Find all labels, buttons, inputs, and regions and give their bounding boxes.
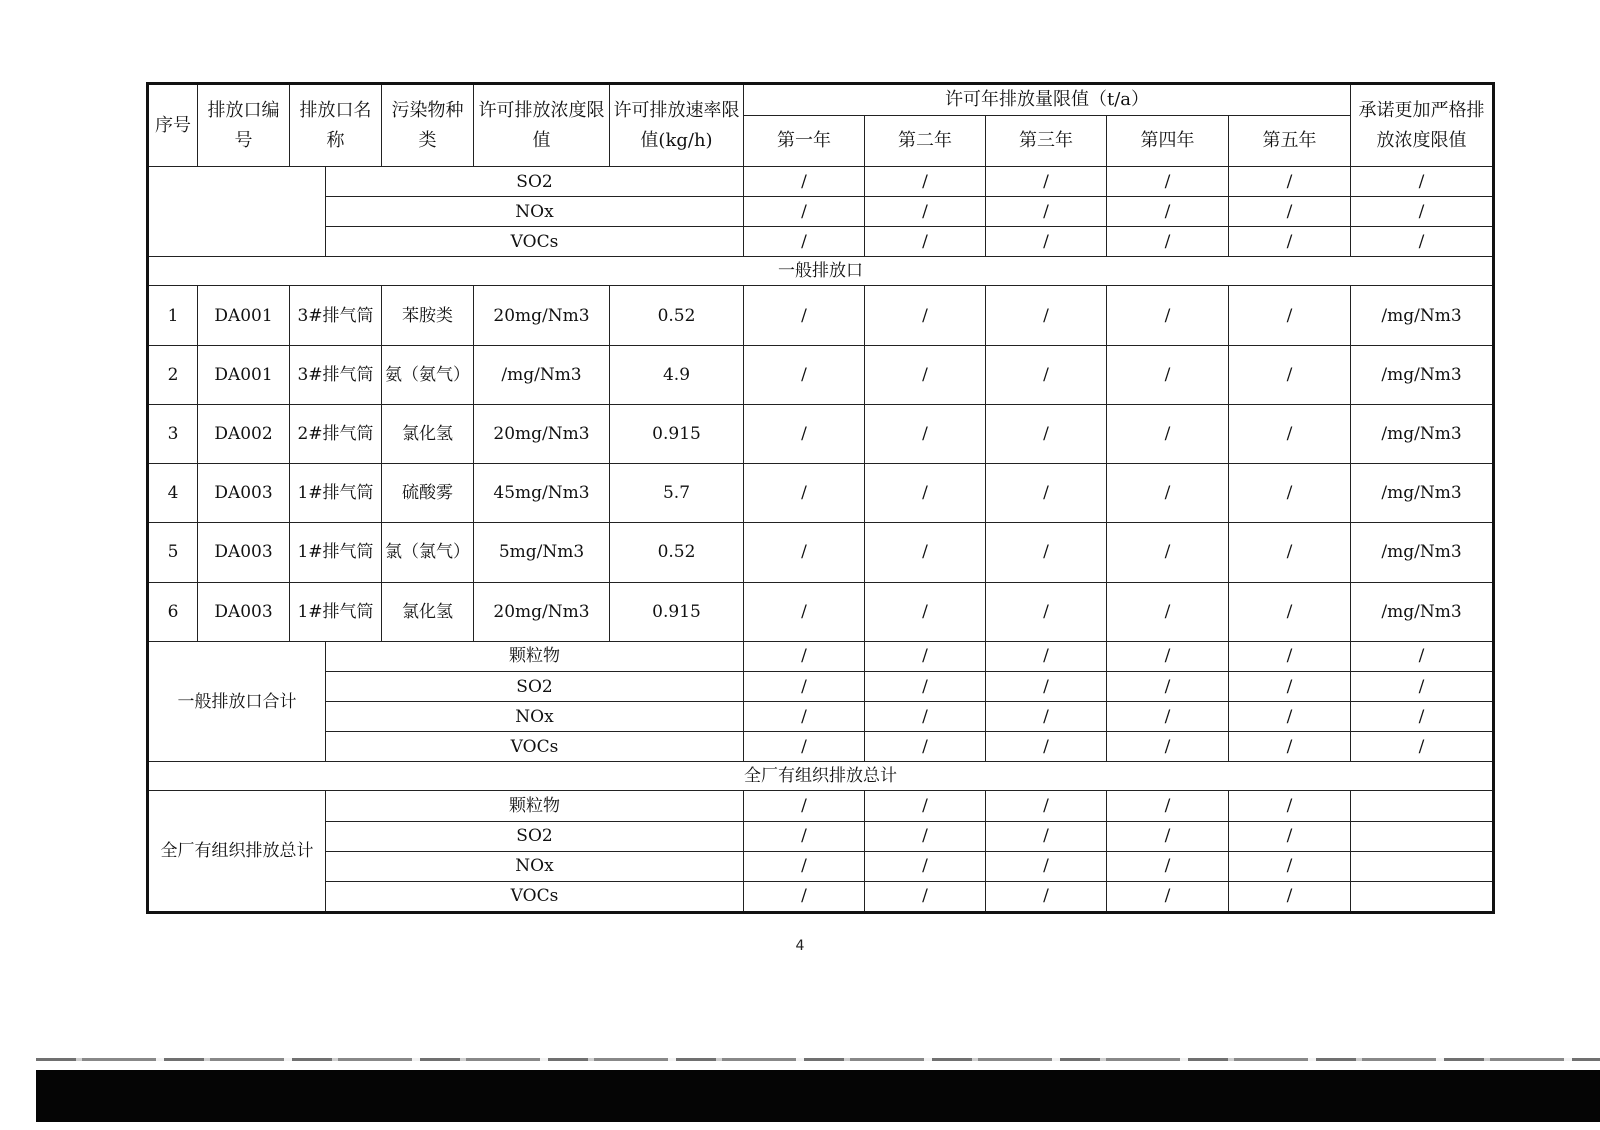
- header-year-2: 第二年: [865, 116, 986, 167]
- table-row: [148, 197, 1494, 227]
- cell: /: [865, 702, 986, 732]
- table-row: [148, 345, 1494, 404]
- cell: /: [1229, 671, 1351, 701]
- cell: /: [1107, 227, 1229, 257]
- cell-stricter: /mg/Nm3: [1351, 523, 1494, 582]
- table-row: [148, 464, 1494, 523]
- cell: /: [744, 167, 865, 197]
- cell-conc: 45mg/Nm3: [474, 464, 610, 523]
- cell-stricter: /mg/Nm3: [1351, 464, 1494, 523]
- cell: /: [744, 671, 865, 701]
- scan-artifact-line: [36, 1058, 1600, 1061]
- cell: /: [1351, 732, 1494, 762]
- cell: /: [865, 582, 986, 641]
- cell-name: 1#排气筒: [290, 523, 382, 582]
- table-row: [148, 821, 1494, 851]
- cell-rate: 0.52: [610, 286, 744, 345]
- section-row: [148, 762, 1494, 791]
- cell: /: [1107, 286, 1229, 345]
- cell: /: [865, 881, 986, 912]
- cell: /: [1107, 404, 1229, 463]
- cell: /: [744, 821, 865, 851]
- cell: /: [1107, 821, 1229, 851]
- cell: /: [1229, 167, 1351, 197]
- cell-name: 2#排气筒: [290, 404, 382, 463]
- cell-stricter: /mg/Nm3: [1351, 286, 1494, 345]
- header-outlet-name: 排放口名称: [290, 84, 382, 167]
- header-year-3: 第三年: [986, 116, 1107, 167]
- cell-stricter: /mg/Nm3: [1351, 404, 1494, 463]
- summary-pollutant: VOCs: [326, 881, 744, 912]
- cell-code: DA001: [198, 345, 290, 404]
- cell: /: [744, 791, 865, 821]
- cell: /: [1351, 167, 1494, 197]
- table-row: [148, 227, 1494, 257]
- summary-pollutant: SO2: [326, 671, 744, 701]
- cell-pollutant: 氨（氨气）: [382, 345, 474, 404]
- header-row-1: [148, 84, 1494, 116]
- cell: /: [865, 791, 986, 821]
- summary-pollutant: 颗粒物: [326, 791, 744, 821]
- cell-pollutant: 苯胺类: [382, 286, 474, 345]
- table-row: [148, 582, 1494, 641]
- cell: /: [1107, 464, 1229, 523]
- cell: /: [986, 821, 1107, 851]
- summary-pollutant: 颗粒物: [326, 641, 744, 671]
- cell-pollutant: 氯化氢: [382, 582, 474, 641]
- cell: /: [1107, 345, 1229, 404]
- cell-rate: 0.915: [610, 404, 744, 463]
- cell-rate: 4.9: [610, 345, 744, 404]
- cell-name: 1#排气筒: [290, 464, 382, 523]
- header-pollutant: 污染物种类: [382, 84, 474, 167]
- cell-code: DA003: [198, 464, 290, 523]
- cell: /: [744, 345, 865, 404]
- cell: /: [1107, 197, 1229, 227]
- table-row: [148, 167, 1494, 197]
- cell: /: [1229, 464, 1351, 523]
- scan-artifact-band: [36, 1070, 1600, 1122]
- cell: /: [1351, 702, 1494, 732]
- cell-code: DA003: [198, 582, 290, 641]
- header-year-4: 第四年: [1107, 116, 1229, 167]
- cell: /: [1107, 791, 1229, 821]
- cell: /: [744, 732, 865, 762]
- cell: /: [744, 702, 865, 732]
- cell: /: [865, 641, 986, 671]
- cell-seq: 2: [148, 345, 198, 404]
- cell: [1351, 821, 1494, 851]
- summary-pollutant: SO2: [326, 167, 744, 197]
- summary-pollutant: NOx: [326, 702, 744, 732]
- summary-pollutant: VOCs: [326, 227, 744, 257]
- table-row: [148, 791, 1494, 821]
- table-row: [148, 732, 1494, 762]
- cell: /: [1107, 671, 1229, 701]
- cell: /: [865, 197, 986, 227]
- cell-code: DA002: [198, 404, 290, 463]
- cell-rate: 0.52: [610, 523, 744, 582]
- cell: [1351, 791, 1494, 821]
- cell: /: [1107, 523, 1229, 582]
- cell: /: [744, 641, 865, 671]
- cell-name: 3#排气筒: [290, 345, 382, 404]
- cell: /: [986, 641, 1107, 671]
- cell: /: [865, 464, 986, 523]
- cell: /: [1107, 732, 1229, 762]
- cell: /: [744, 197, 865, 227]
- cell: /: [744, 851, 865, 881]
- cell: /: [986, 286, 1107, 345]
- emission-permit-table: [146, 82, 1495, 914]
- cell: /: [1229, 227, 1351, 257]
- cell: /: [1229, 197, 1351, 227]
- header-annual-limit: 许可年排放量限值（t/a）: [744, 84, 1351, 116]
- cell: /: [1229, 732, 1351, 762]
- cell-code: DA003: [198, 523, 290, 582]
- table-row: [148, 286, 1494, 345]
- header-seq: 序号: [148, 84, 198, 167]
- cell-stricter: /mg/Nm3: [1351, 345, 1494, 404]
- cell: /: [1351, 227, 1494, 257]
- summary-pollutant: NOx: [326, 851, 744, 881]
- header-stricter-limit: 承诺更加严格排放浓度限值: [1351, 84, 1494, 167]
- cell-rate: 0.915: [610, 582, 744, 641]
- cell: /: [986, 197, 1107, 227]
- general-total-label: 一般排放口合计: [148, 641, 326, 761]
- cell: [1351, 851, 1494, 881]
- table-row: [148, 641, 1494, 671]
- cell: /: [986, 523, 1107, 582]
- section-row: [148, 257, 1494, 286]
- cell: /: [1229, 345, 1351, 404]
- cell: /: [986, 345, 1107, 404]
- cell-seq: 3: [148, 404, 198, 463]
- cell: /: [744, 523, 865, 582]
- permit-document: [146, 82, 1492, 914]
- table-row: [148, 404, 1494, 463]
- cell: /: [1107, 881, 1229, 912]
- cell-name: 1#排气筒: [290, 582, 382, 641]
- cell: /: [1107, 582, 1229, 641]
- cell-conc: 20mg/Nm3: [474, 286, 610, 345]
- summary-pollutant: SO2: [326, 821, 744, 851]
- cell: /: [865, 227, 986, 257]
- cell: /: [1229, 523, 1351, 582]
- header-rate-limit: 许可排放速率限值(kg/h): [610, 84, 744, 167]
- table-row: [148, 851, 1494, 881]
- cell-seq: 1: [148, 286, 198, 345]
- cell-seq: 5: [148, 523, 198, 582]
- header-year-1: 第一年: [744, 116, 865, 167]
- cell: /: [986, 464, 1107, 523]
- cell: /: [744, 286, 865, 345]
- cell: /: [865, 345, 986, 404]
- cell-conc: 5mg/Nm3: [474, 523, 610, 582]
- cell: /: [1107, 702, 1229, 732]
- cell: /: [1229, 851, 1351, 881]
- cell: /: [865, 671, 986, 701]
- cell: /: [986, 851, 1107, 881]
- cell: /: [744, 881, 865, 912]
- cell: /: [744, 582, 865, 641]
- section-title-plant: 全厂有组织排放总计: [148, 762, 1494, 791]
- cell: /: [1229, 821, 1351, 851]
- cell-seq: 4: [148, 464, 198, 523]
- header-conc-limit: 许可排放浓度限值: [474, 84, 610, 167]
- cell: /: [986, 404, 1107, 463]
- cell: /: [1351, 671, 1494, 701]
- cell-conc: 20mg/Nm3: [474, 404, 610, 463]
- cell: /: [986, 227, 1107, 257]
- cell: /: [1107, 851, 1229, 881]
- cell: /: [865, 732, 986, 762]
- table-row: [148, 671, 1494, 701]
- plant-total-label: 全厂有组织排放总计: [148, 791, 326, 913]
- cell: /: [865, 851, 986, 881]
- cell: /: [1229, 702, 1351, 732]
- cell: /: [1229, 582, 1351, 641]
- cell-seq: 6: [148, 582, 198, 641]
- summary-label-empty: [148, 167, 326, 257]
- summary-pollutant: NOx: [326, 197, 744, 227]
- cell: /: [744, 227, 865, 257]
- section-title-general: 一般排放口: [148, 257, 1494, 286]
- cell: /: [1351, 641, 1494, 671]
- summary-pollutant: VOCs: [326, 732, 744, 762]
- cell: /: [986, 671, 1107, 701]
- header-year-5: 第五年: [1229, 116, 1351, 167]
- cell-code: DA001: [198, 286, 290, 345]
- table-row: [148, 702, 1494, 732]
- cell-name: 3#排气筒: [290, 286, 382, 345]
- cell-pollutant: 硫酸雾: [382, 464, 474, 523]
- cell-rate: 5.7: [610, 464, 744, 523]
- cell: /: [865, 523, 986, 582]
- cell-pollutant: 氯（氯气）: [382, 523, 474, 582]
- cell: /: [865, 167, 986, 197]
- page-number: 4: [795, 938, 805, 954]
- cell: /: [1229, 791, 1351, 821]
- cell-conc: /mg/Nm3: [474, 345, 610, 404]
- cell: /: [744, 404, 865, 463]
- cell: /: [986, 881, 1107, 912]
- cell: /: [1229, 404, 1351, 463]
- cell-conc: 20mg/Nm3: [474, 582, 610, 641]
- cell: /: [865, 821, 986, 851]
- header-outlet-code: 排放口编号: [198, 84, 290, 167]
- cell: /: [1229, 286, 1351, 345]
- cell: /: [744, 464, 865, 523]
- table-row: [148, 523, 1494, 582]
- cell: [1351, 881, 1494, 912]
- cell: /: [1229, 881, 1351, 912]
- cell: /: [986, 791, 1107, 821]
- cell: /: [865, 286, 986, 345]
- cell: /: [986, 582, 1107, 641]
- cell-stricter: /mg/Nm3: [1351, 582, 1494, 641]
- cell: /: [1107, 641, 1229, 671]
- cell: /: [986, 167, 1107, 197]
- cell: /: [865, 404, 986, 463]
- cell: /: [986, 702, 1107, 732]
- cell: /: [986, 732, 1107, 762]
- cell: /: [1351, 197, 1494, 227]
- cell-pollutant: 氯化氢: [382, 404, 474, 463]
- cell: /: [1107, 167, 1229, 197]
- table-row: [148, 881, 1494, 912]
- cell: /: [1229, 641, 1351, 671]
